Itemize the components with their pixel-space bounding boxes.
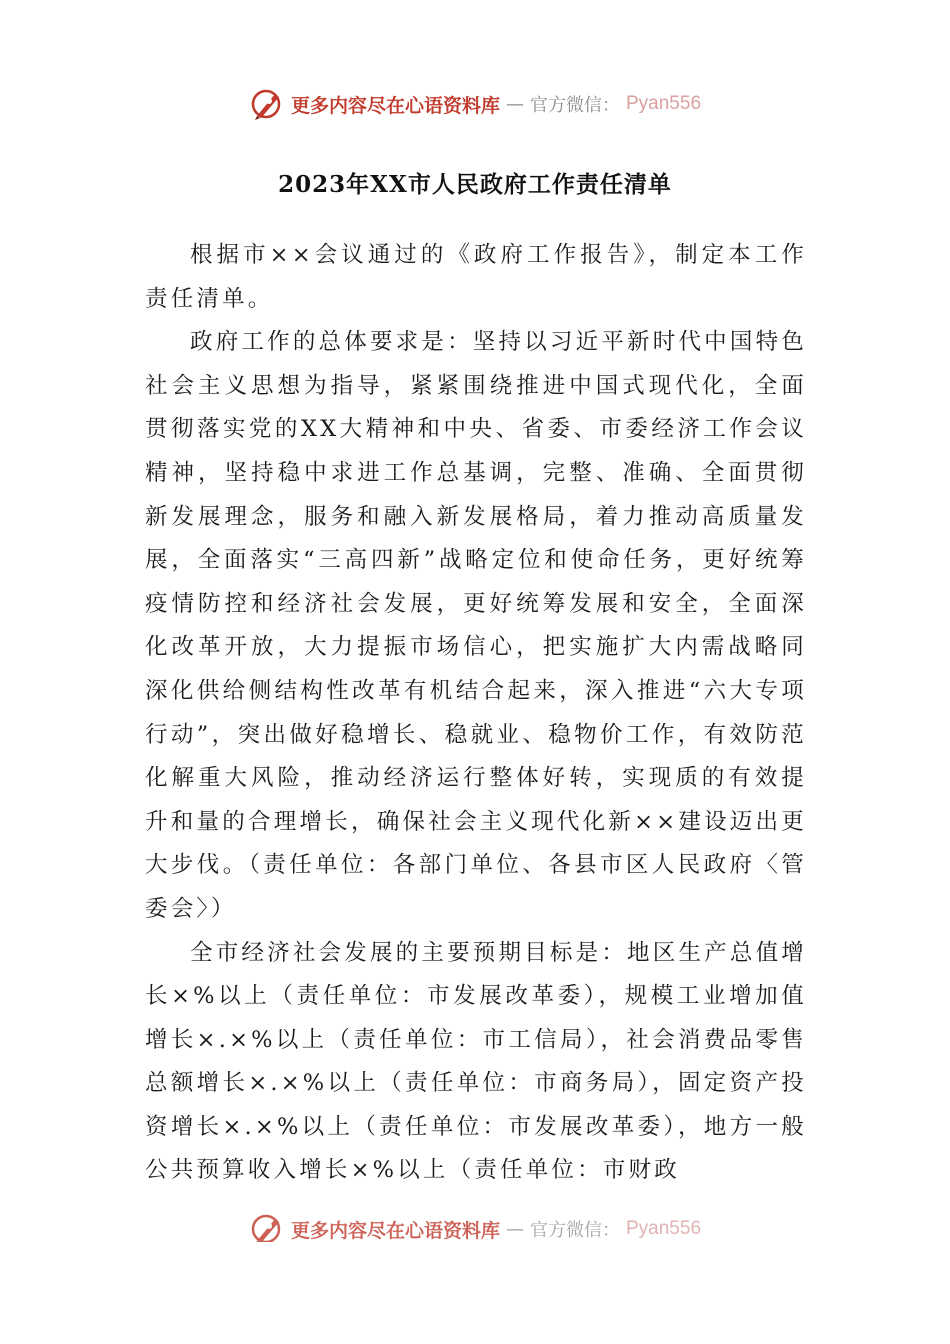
paragraph-intro: 根据市××会议通过的《政府工作报告》，制定本工作责任清单。 [145,242,807,312]
paragraph-general-requirements: 政府工作的总体要求是：坚持以习近平新时代中国特色社会主义思想为指导，紧紧围绕推进中国式现代化，全面贯彻落实党的XX大精神和中央、省委、市委经济工作会议精神，坚持稳中求进工作总基调，完整、准确、全面贯彻新发展理念，服务和融入新发展格局，着力推动高质量发展，全面落实“三高四新”战略定位和使命任务，更好统筹疫情防控和经济社会发展，更好统筹发展和安全，全面深化改革开放，大力提振市场信心，把实施扩大内需战略同深化供给侧结构性改革有机结合起来，深入推进“六大专项行动”，突出做好稳增长、稳就业、稳物价工作，有效防范化解重大风险，推动经济运行整体好转，实现质的有效提升和量的合理增长，确保社会主义现代化新××建设迈出更大步伐。（责任单位：各部门单位、各县市区人民政府〈管委会〉） [145,329,807,922]
document-body [145,234,807,1193]
footer-banner-text: 更多内容尽在心语资料库 [290,1219,500,1242]
footer-banner-separator: — [506,1218,524,1240]
footer-banner-wechat-id: Pyan556 [626,1218,702,1239]
document-title: 2023年XX市人民政府工作责任清单 [278,171,672,198]
footer-watermark-banner [0,1206,950,1242]
paragraph-main-targets: 全市经济社会发展的主要预期目标是：地区生产总值增长×%以上（责任单位：市发展改革委），规模工业增加值增长×.×%以上（责任单位：市工信局），社会消费品零售总额增长×.×%以上（责任单位：市商务局），固定资产投资增长×.×%以上（责任单位：市发展改革委），地方一般公共预算收入增长×%以上（责任单位：市财政 [145,939,807,1184]
banner-separator: — [506,93,524,115]
header-watermark-banner [0,84,950,124]
banner-text: 更多内容尽在心语资料库 [290,94,500,117]
pen-logo-icon [249,1211,285,1242]
banner-wechat-id: Pyan556 [626,93,702,114]
banner-official-label: 官方微信： [530,95,620,116]
footer-banner-official-label: 官方微信： [530,1220,620,1241]
pen-logo-icon [249,86,285,122]
